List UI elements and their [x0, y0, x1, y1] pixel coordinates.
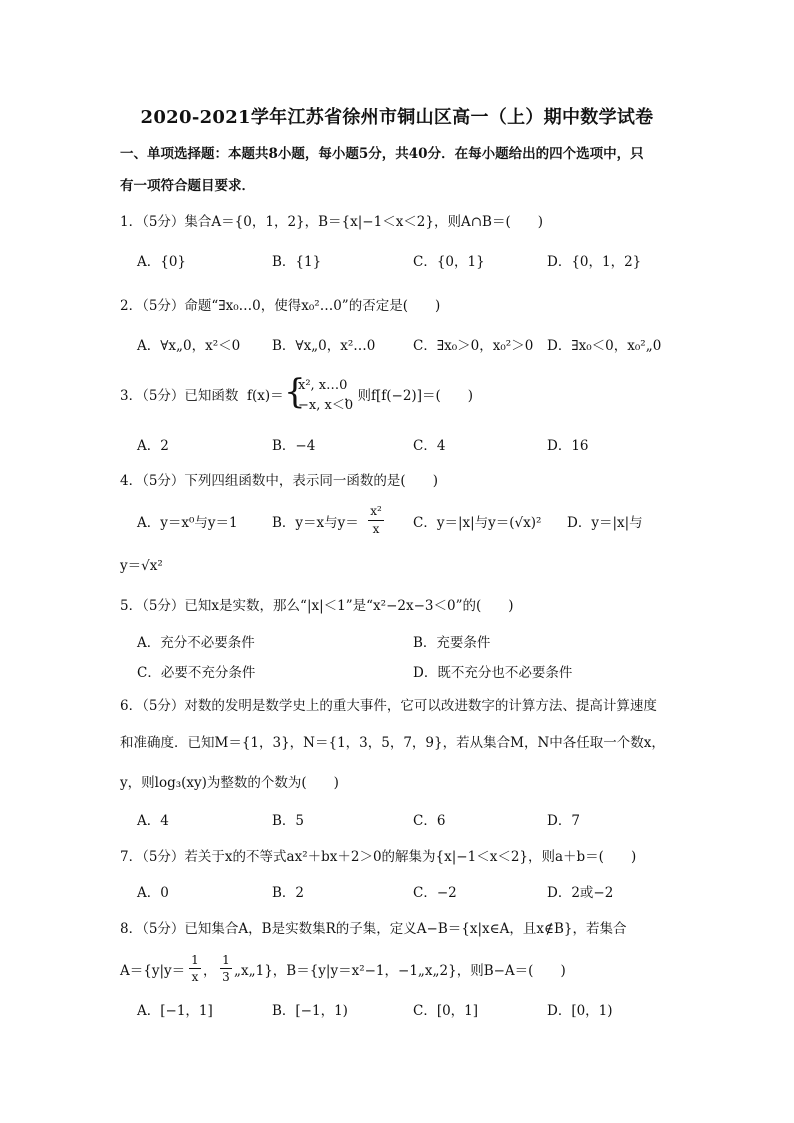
- question-8-option-a: A．[−1，1]: [137, 1003, 213, 1019]
- question-5-option-d: D．既不充分也不必要条件: [413, 665, 573, 681]
- question-8-line-1: 8．（5分）已知集合A，B是实数集R的子集，定义A−B＝{x|x∈A，且x∉B}，若集合: [120, 921, 627, 937]
- question-4-option-d-continued: y＝√x²: [120, 558, 163, 574]
- question-8-line-2-suffix: „x„1}，B＝{y|y＝x²−1，−1„x„2}，则B−A＝( ): [234, 963, 566, 979]
- question-6-line-3: y，则log₃(xy)为整数的个数为( ): [120, 775, 339, 791]
- question-8-fraction-2-denominator: 3: [222, 970, 230, 984]
- section-heading-line1: 一、单项选择题：本题共8小题，每小题5分，共40分．在每小题给出的四个选项中，只: [120, 146, 644, 162]
- question-2-option-d: D．∃x₀＜0，x₀²„0: [547, 338, 662, 354]
- question-6-option-b: B．5: [272, 813, 305, 829]
- question-8-option-d: D．[0，1): [547, 1003, 613, 1019]
- question-8-fraction-2-bar: [220, 968, 232, 969]
- question-1-option-d: D．{0，1，2}: [547, 254, 642, 270]
- question-3-case-1: x², x…0: [298, 378, 348, 393]
- question-4-option-b-denominator: x: [372, 522, 380, 536]
- question-3-option-c: C．4: [413, 438, 446, 454]
- question-6-line-2: 和准确度．已知M＝{1，3}，N＝{1，3，5，7，9}，若从集合M，N中各任取一个数x，: [120, 735, 665, 751]
- question-2-option-b: B．∀x„0，x²…0: [272, 338, 376, 354]
- question-8-line-2-mid: ，: [203, 963, 217, 979]
- question-4-option-c: C．y＝|x|与y＝(√x)²: [413, 515, 542, 531]
- question-7-option-d: D．2或−2: [547, 885, 614, 901]
- question-4-option-d: D．y＝|x|与: [567, 515, 643, 531]
- question-3-case-2: −x, x＜0: [298, 398, 354, 413]
- question-6-option-a: A．4: [137, 813, 169, 829]
- question-4-stem: 4．（5分）下列四组函数中，表示同一函数的是( ): [120, 473, 438, 489]
- question-4-option-b-fraction-bar: [368, 520, 384, 521]
- question-4-option-b-prefix: B．y＝x与y＝: [272, 515, 359, 531]
- question-1-option-a: A．{0}: [137, 254, 187, 270]
- question-5-option-c: C．必要不充分条件: [137, 665, 256, 681]
- question-1-stem: 1．（5分）集合A＝{0，1，2}，B＝{x|−1＜x＜2}，则A∩B＝( ): [120, 214, 544, 230]
- question-8-option-c: C．[0，1]: [413, 1003, 479, 1019]
- question-2-stem: 2．（5分）命题“∃x₀…0，使得x₀²…0”的否定是( ): [120, 298, 441, 314]
- question-7-option-b: B．2: [272, 885, 305, 901]
- question-3-option-d: D．16: [547, 438, 589, 454]
- question-2-option-c: C．∃x₀＞0，x₀²＞0: [413, 338, 534, 354]
- question-6-option-d: D．7: [547, 813, 580, 829]
- question-5-option-a: A．充分不必要条件: [137, 635, 255, 651]
- question-1-option-c: C．{0，1}: [413, 254, 485, 270]
- question-5-stem: 5．（5分）已知x是实数，那么“|x|＜1”是“x²−2x−3＜0”的( ): [120, 598, 514, 614]
- question-4-option-b-numerator: x²: [370, 504, 382, 518]
- question-5-option-b: B．充要条件: [413, 635, 491, 651]
- question-3-stem-prefix: 3．（5分）已知函数: [120, 388, 239, 404]
- question-8-fraction-1-denominator: x: [191, 970, 199, 984]
- question-7-option-c: C．−2: [413, 885, 457, 901]
- question-6-option-c: C．6: [413, 813, 446, 829]
- question-8-fraction-2-numerator: 1: [222, 953, 230, 967]
- question-1-option-b: B．{1}: [272, 254, 322, 270]
- question-8-line-2-prefix: A＝{y|y＝: [120, 963, 186, 979]
- question-4-option-a: A．y＝x⁰与y＝1: [137, 515, 238, 531]
- question-2-option-a: A．∀x„0，x²＜0: [137, 338, 241, 354]
- question-3-brace: {: [284, 372, 306, 412]
- question-8-fraction-1-bar: [189, 968, 201, 969]
- exam-title: 2020-2021学年江苏省徐州市铜山区高一（上）期中数学试卷: [140, 107, 654, 128]
- question-3-option-b: B．−4: [272, 438, 316, 454]
- question-7-stem: 7．（5分）若关于x的不等式ax²＋bx＋2＞0的解集为{x|−1＜x＜2}，则a＋b＝( ): [120, 849, 637, 865]
- question-8-option-b: B．[−1，1): [272, 1003, 348, 1019]
- question-3-option-a: A．2: [137, 438, 169, 454]
- question-7-option-a: A．0: [137, 885, 169, 901]
- section-heading-line2: 有一项符合题目要求．: [120, 178, 255, 194]
- question-3-function-name: f(x)＝: [247, 388, 284, 404]
- question-8-fraction-1-numerator: 1: [191, 953, 199, 967]
- question-6-line-1: 6．（5分）对数的发明是数学史上的重大事件，它可以改进数字的计算方法、提高计算速度: [120, 698, 657, 714]
- question-3-stem-suffix: ，则f[f(−2)]＝( ): [344, 388, 473, 404]
